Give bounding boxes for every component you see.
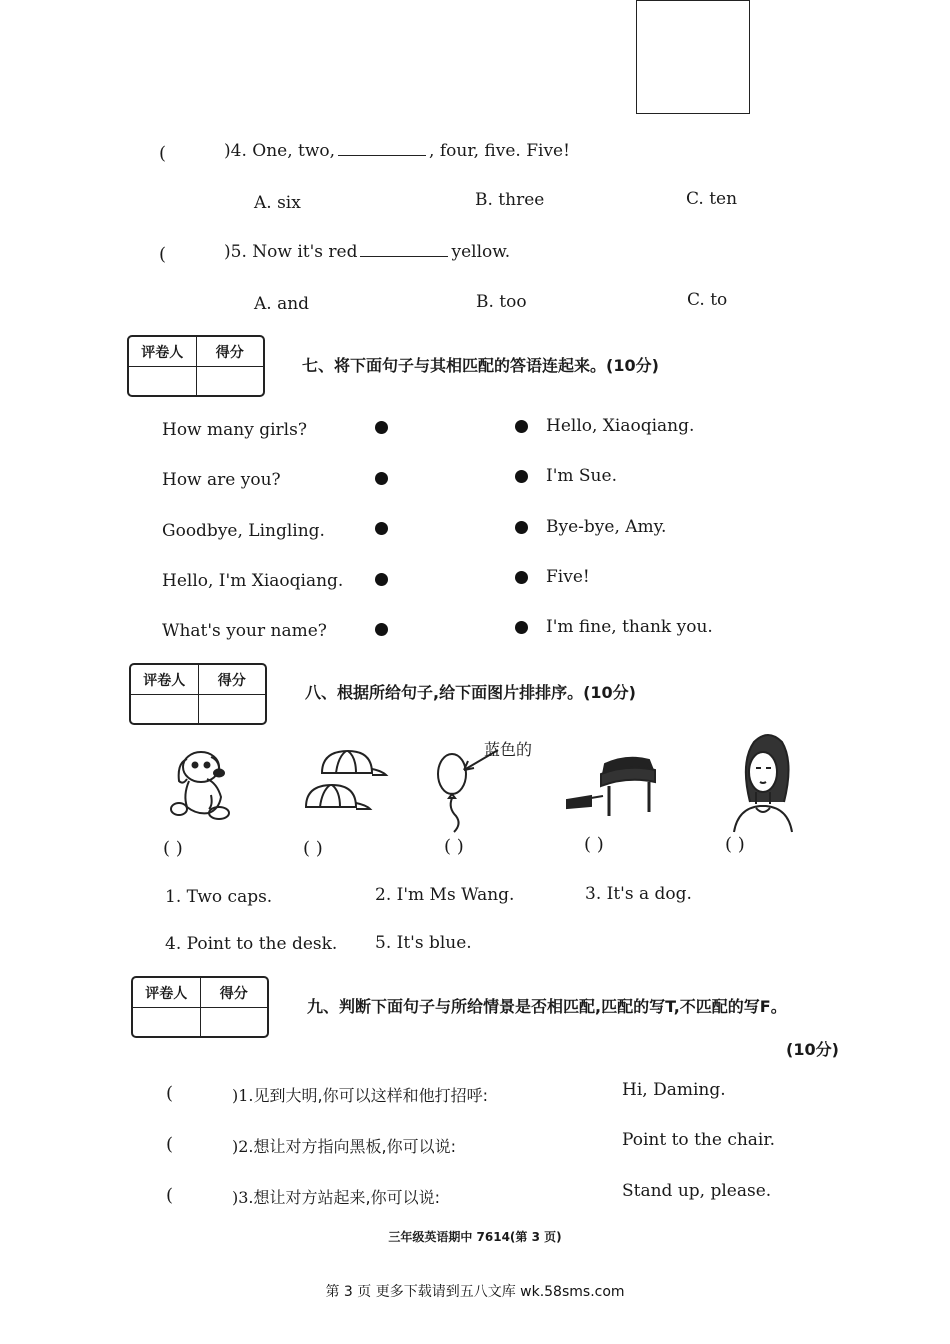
s7-left-item-2: How are you? xyxy=(162,470,281,490)
balloon-icon xyxy=(432,752,532,832)
s9-item-2: )2.想让对方指向黑板,你可以说: xyxy=(232,1137,456,1156)
download-note: 第 3 页 更多下载请到五八文库 wk.58sms.com xyxy=(325,1284,625,1300)
s7-right-dot-5[interactable] xyxy=(515,621,528,634)
grader-label-scorer: 评卷人 xyxy=(133,978,201,1007)
q4-option-c: C. ten xyxy=(686,189,738,209)
s7-left-dot-4[interactable] xyxy=(375,573,388,586)
q4-paren-close: ) xyxy=(224,141,231,161)
corner-score-box xyxy=(636,0,750,114)
s9-item-1: )1.见到大明,你可以这样和他打招呼: xyxy=(232,1086,488,1105)
s7-right-dot-4[interactable] xyxy=(515,571,528,584)
page-footer-info: 三年级英语期中 7614(第 3 页) xyxy=(388,1230,562,1244)
s9-answer-paren-2[interactable]: ( xyxy=(166,1134,174,1155)
s7-right-item-5: I'm fine, thank you. xyxy=(546,617,713,637)
section9-title: 九、判断下面句子与所给情景是否相匹配,匹配的写T,不匹配的写F。 xyxy=(307,997,787,1016)
section8-title: 八、根据所给句子,给下面图片排排序。(10分) xyxy=(305,683,636,702)
picture-4-answer[interactable]: ( ) xyxy=(584,834,604,855)
s7-left-item-3: Goodbye, Lingling. xyxy=(162,521,325,541)
section9-grader-table xyxy=(131,976,269,1038)
grader-label-score: 得分 xyxy=(217,672,246,689)
q5-option-c: C. to xyxy=(687,290,728,310)
q5-paren-close: ) xyxy=(224,242,231,262)
section9-score: (10分) xyxy=(786,1040,839,1059)
picture-1-answer[interactable]: ( ) xyxy=(163,838,183,859)
q4-stem-after: , four, five. Five! xyxy=(429,141,570,161)
s9-item-1-prompt: 见到大明,你可以这样和他打招呼: xyxy=(253,1086,488,1105)
s9-item-3-answer: Stand up, please. xyxy=(622,1181,772,1201)
q5-stem xyxy=(224,242,510,262)
grader-label-score: 得分 xyxy=(219,985,248,1002)
s7-left-item-5: What's your name? xyxy=(162,621,327,641)
grader-scorer-cell[interactable] xyxy=(131,695,199,724)
s9-item-2-num: 2. xyxy=(238,1137,254,1156)
s7-right-dot-1[interactable] xyxy=(515,420,528,433)
s7-right-item-2: I'm Sue. xyxy=(546,466,617,486)
q5-option-b: B. too xyxy=(476,292,527,312)
q5-paren-open: ( xyxy=(159,244,167,265)
q4-option-a: A. six xyxy=(254,193,301,213)
picture-2-answer[interactable]: ( ) xyxy=(303,838,323,859)
q4-option-b: B. three xyxy=(475,190,545,210)
grader-scorer-cell[interactable] xyxy=(129,367,197,396)
grader-label-scorer: 评卷人 xyxy=(131,665,199,694)
s7-left-dot-5[interactable] xyxy=(375,623,388,636)
s9-item-1-answer: Hi, Daming. xyxy=(622,1080,726,1100)
woman-icon xyxy=(728,732,798,832)
q5-option-a: A. and xyxy=(254,294,310,314)
picture-5-answer[interactable]: ( ) xyxy=(725,834,745,855)
s7-right-item-3: Bye-bye, Amy. xyxy=(546,517,667,537)
balloon-label: 蓝色的 xyxy=(484,740,533,759)
s9-item-3-num: 3. xyxy=(238,1188,254,1207)
desk-icon xyxy=(565,752,665,832)
s7-right-dot-2[interactable] xyxy=(515,470,528,483)
s7-left-dot-3[interactable] xyxy=(375,522,388,535)
s7-left-dot-2[interactable] xyxy=(375,472,388,485)
s7-right-item-4: Five! xyxy=(546,567,590,587)
s9-answer-paren-3[interactable]: ( xyxy=(166,1185,174,1206)
s8-sentence-3: 3. It's a dog. xyxy=(585,884,692,904)
s8-sentence-2: 2. I'm Ms Wang. xyxy=(375,885,515,905)
s9-item-2-answer: Point to the chair. xyxy=(622,1130,776,1150)
grader-label-scorer: 评卷人 xyxy=(129,337,197,366)
s7-left-item-4: Hello, I'm Xiaoqiang. xyxy=(162,571,344,591)
section8-grader-table xyxy=(129,663,267,725)
s8-sentence-1: 1. Two caps. xyxy=(165,887,273,907)
s8-sentence-4: 4. Point to the desk. xyxy=(165,934,338,954)
q5-blank[interactable] xyxy=(360,242,448,257)
q4-stem xyxy=(224,141,570,161)
q5-stem-after: yellow. xyxy=(451,242,511,262)
grader-scorer-cell[interactable] xyxy=(133,1008,201,1037)
section7-grader-table xyxy=(127,335,265,397)
grader-score-cell[interactable] xyxy=(197,367,264,396)
s7-left-dot-1[interactable] xyxy=(375,421,388,434)
q4-blank[interactable] xyxy=(338,141,426,156)
s9-item-3: )3.想让对方站起来,你可以说: xyxy=(232,1188,440,1207)
q4-stem-before: 4. One, two, xyxy=(230,141,336,161)
grader-label-score: 得分 xyxy=(215,344,244,361)
dog-icon xyxy=(165,745,245,825)
s7-right-dot-3[interactable] xyxy=(515,521,528,534)
s7-right-item-1: Hello, Xiaoqiang. xyxy=(546,416,695,436)
s7-left-item-1: How many girls? xyxy=(162,420,307,440)
grader-score-cell[interactable] xyxy=(199,695,266,724)
q4-paren-open: ( xyxy=(159,143,167,164)
picture-3-answer[interactable]: ( ) xyxy=(444,836,464,857)
s9-item-1-num: 1. xyxy=(238,1086,254,1105)
s8-sentence-5: 5. It's blue. xyxy=(375,933,472,953)
section7-title: 七、将下面句子与其相匹配的答语连起来。(10分) xyxy=(302,356,659,375)
q5-stem-before: 5. Now it's red xyxy=(230,242,358,262)
s9-answer-paren-1[interactable]: ( xyxy=(166,1083,174,1104)
s9-item-2-prompt: 想让对方指向黑板,你可以说: xyxy=(253,1137,456,1156)
caps-icon xyxy=(300,745,390,817)
s9-item-3-prompt: 想让对方站起来,你可以说: xyxy=(253,1188,440,1207)
grader-score-cell[interactable] xyxy=(201,1008,268,1037)
